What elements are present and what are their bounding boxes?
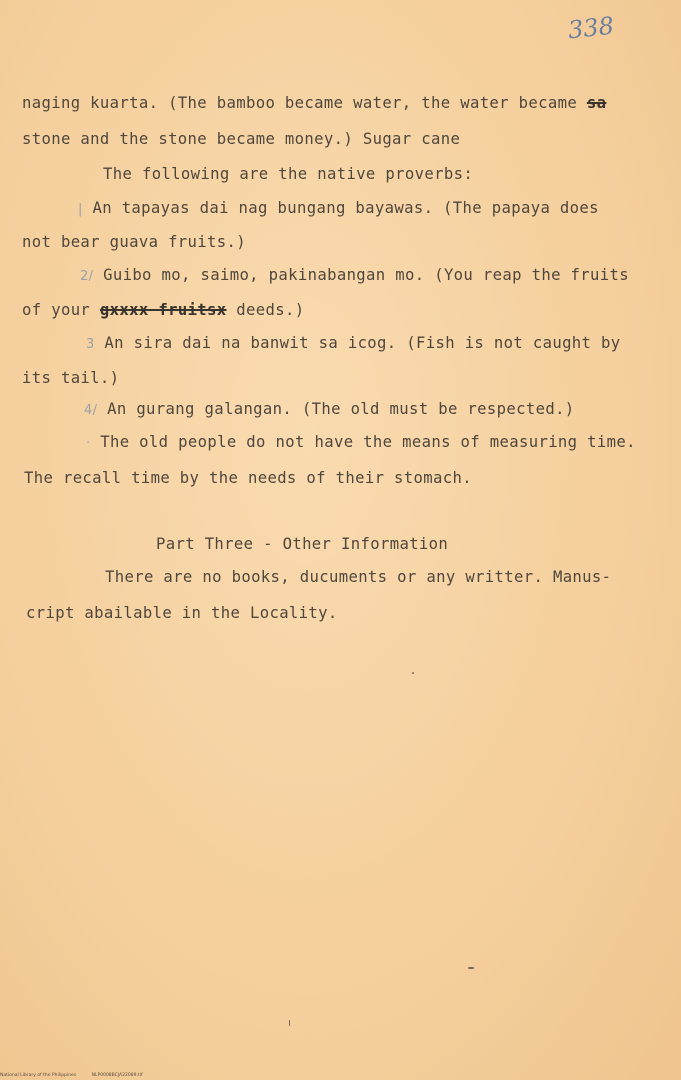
proverb-4 [84,400,575,418]
proverb-1 [78,199,599,217]
paper-speck [468,967,474,969]
pencil-mark: 3 [86,337,95,352]
pencil-mark: 4/ [84,403,98,418]
section-heading: Part Three - Other Information [156,535,449,553]
proverb-text: An gurang galangan. (The old must be respected.) [107,400,575,418]
text-line: not bear guava fruits.) [22,233,246,251]
text-line: There are no books, ducuments or any writter. Manus- [105,568,612,586]
proverb-text: Guibo mo, saimo, pakinabangan mo. (You reap the fruits [103,266,629,284]
text-line [22,301,304,319]
struck-text: gxxxx fruitsx [99,301,227,319]
text-line: The following are the native proverbs: [103,165,474,183]
proverb-2 [80,266,629,284]
text-line: stone and the stone became money.) Sugar cane [22,130,461,148]
text-line: cript abailable in the Locality. [26,604,338,622]
proverb-text: The old people do not have the means of measuring time. [100,433,636,451]
footer-filename: NLP0008BCJA22089.tif [91,1073,143,1078]
page-number: 338 [566,11,616,45]
footer-institution: National Library of the Philippines [0,1073,77,1078]
struck-text: sa [586,94,607,112]
proverb-text: An tapayas dai nag bungang bayawas. (The papaya does [92,199,599,217]
paper-speck [289,1020,290,1026]
pencil-mark: · [86,436,91,451]
scan-footer [0,1073,157,1078]
proverb-3 [86,334,621,352]
pencil-mark: | [78,202,83,217]
proverb-5 [86,433,636,451]
proverb-text: An sira dai na banwit sa icog. (Fish is not caught by [104,334,621,352]
paper-speck [412,672,414,674]
text-line: The recall time by the needs of their stomach. [24,469,472,487]
text-line-content: of your [22,301,91,319]
text-line-content: deeds.) [236,301,305,319]
pencil-mark: 2/ [80,269,94,284]
text-line [22,94,606,112]
text-line-content: naging kuarta. (The bamboo became water, the water became [22,94,578,112]
text-line: its tail.) [22,369,120,387]
